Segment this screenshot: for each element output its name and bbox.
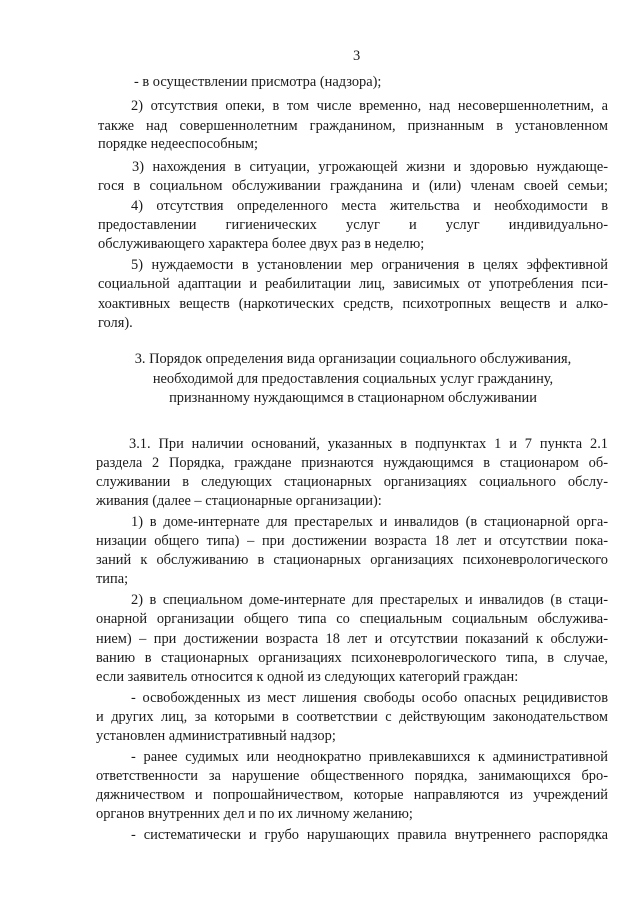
section-heading: признанному нуждающимся в стационарном обслуживании (169, 390, 537, 406)
paragraph-line: 2) отсутствия опеки, в том числе временно, над несовершеннолетним, а (131, 98, 608, 114)
paragraph-line: дяжничеством и попрошайничеством, которые направляются из учреждений (96, 787, 608, 803)
paragraph-line: обслуживающего характера более двух раз в неделю; (98, 236, 425, 252)
paragraph-line: если заявитель относится к одной из следующих категорий граждан: (96, 669, 519, 685)
paragraph-line: - в осуществлении присмотра (надзора); (134, 74, 382, 90)
paragraph-line: 4) отсутствия определенного места жительства и необходимости в (131, 198, 608, 214)
paragraph-line: 1) в доме-интернате для престарелых и инвалидов (в стационарной орга- (131, 514, 608, 530)
paragraph-line: голя). (98, 315, 133, 331)
paragraph-line: низации общего типа) – при достижении возраста 18 лет и отсутствии пока- (96, 533, 608, 549)
paragraph-line: ванию в стационарных организациях психоневрологического типа, в случае, (96, 650, 608, 666)
paragraph-line: - ранее судимых или неоднократно привлекавшихся к административной (131, 749, 608, 765)
paragraph-line: также над совершеннолетним гражданином, признанным в установленном (98, 118, 608, 134)
paragraph-line: - освобожденных из мест лишения свободы особо опасных рецидивистов (131, 690, 608, 706)
paragraph-line: 3) нахождения в ситуации, угрожающей жизни и здоровью нуждающе- (132, 159, 608, 175)
paragraph-line: гося в социальном обслуживании гражданина и (или) членам своей семьи; (98, 178, 608, 194)
paragraph-line: 5) нуждаемости в установлении мер ограничения в целях эффективной (131, 257, 608, 273)
paragraph-line: ответственности за нарушение общественного порядка, занимающихся бро- (96, 768, 608, 784)
page-number: 3 (353, 48, 361, 64)
paragraph-line: предоставлении гигиенических услуг и услуг индивидуально- (98, 217, 608, 233)
paragraph-line: типа; (96, 571, 129, 587)
section-heading: необходимой для предоставления социальных услуг гражданину, (152, 371, 554, 387)
paragraph-line: нием) – при достижении возраста 18 лет и отсутствии показаний к обслужи- (96, 631, 608, 647)
paragraph-line: - систематически и грубо нарушающих правила внутреннего распорядка (131, 827, 608, 843)
paragraph-line: онарной организации общего типа со специальным социальным обслужива- (96, 611, 608, 627)
paragraph-line: и других лиц, за которыми в соответствии с действующим законодательством (96, 709, 608, 725)
paragraph-line: органов внутренних дел и по их личному желанию; (96, 806, 413, 822)
section-heading: 3. Порядок определения вида организации социального обслуживания, (134, 351, 572, 367)
paragraph-line: служивании в следующих стационарных организациях социального обслу- (96, 474, 608, 490)
paragraph-line: хоактивных веществ (наркотических средств, психотропных веществ и алко- (98, 296, 608, 312)
paragraph-line: 2) в специальном доме-интернате для престарелых и инвалидов (в стаци- (131, 592, 608, 608)
paragraph-line: установлен административный надзор; (96, 728, 336, 744)
paragraph-line: раздела 2 Порядка, граждане признаются нуждающимся в стационаром об- (96, 455, 608, 471)
paragraph-line: 3.1. При наличии оснований, указанных в подпунктах 1 и 7 пункта 2.1 (129, 436, 608, 452)
paragraph-line: порядке недееспособным; (98, 136, 259, 152)
paragraph-line: социальной адаптации и реабилитации лиц, зависимых от употребления пси- (98, 276, 608, 292)
paragraph-line: живания (далее – стационарные организации): (96, 493, 382, 509)
paragraph-line: заний к обслуживанию в стационарных организациях психоневрологического (96, 552, 608, 568)
